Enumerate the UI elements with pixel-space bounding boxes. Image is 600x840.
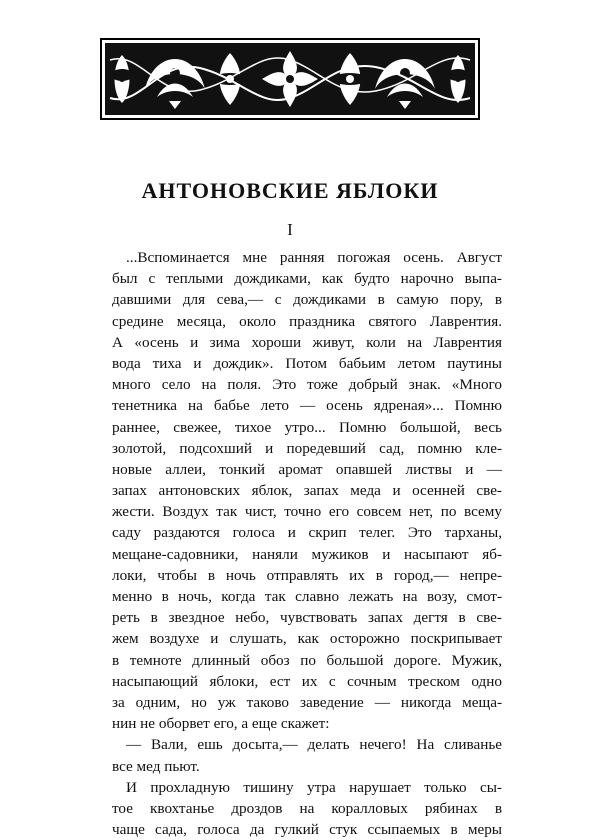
chapter-number: I bbox=[287, 220, 293, 239]
text-line: насыпающий яблоки, ест их с сочным треском одно bbox=[112, 672, 502, 690]
text-line: саду раздаются голоса и скрип телег. Это тарханы, bbox=[112, 524, 502, 542]
text-line: тое квохтанье дроздов на коралловых рябинах в bbox=[112, 799, 502, 817]
text-line: запах антоновских яблок, запах меда и осенней све- bbox=[112, 482, 502, 500]
text-line: ...Вспоминается мне ранняя погожая осень. Август bbox=[126, 249, 502, 266]
floral-ornament-icon bbox=[100, 38, 480, 120]
text-line: локи, чтобы в ночь отправлять их в город,— непре- bbox=[112, 566, 502, 584]
text-line: раннее, свежее, тихое утро... Помню большой, весь bbox=[112, 418, 502, 436]
text-line: жести. Воздух так чист, точно его совсем нет, по всему bbox=[112, 503, 502, 521]
text-line: И прохладную тишину утра нарушает только сы- bbox=[126, 778, 502, 796]
story-title: АНТОНОВСКИЕ ЯБЛОКИ bbox=[141, 178, 439, 203]
text-line: чаще сада, голоса да гулкий стук ссыпаемых в меры bbox=[112, 821, 502, 839]
text-line: мещане-садовники, наняли мужиков и насыпают яб- bbox=[112, 545, 502, 563]
text-line: золотой, подсохший и поредевший сад, помню кле- bbox=[112, 439, 502, 457]
text-line: нин не оборвет его, а еще скажет: bbox=[112, 715, 330, 733]
text-line: все мед пьют. bbox=[112, 757, 200, 775]
text-line: новые аллеи, тонкий аромат опавшей листвы и — bbox=[112, 460, 502, 478]
text-line: тенетника на бабье лето — осень ядреная»... Помню bbox=[112, 397, 502, 415]
text-line: за одним, но уж таково заведение — никогда меща- bbox=[112, 693, 502, 711]
text-line: вода тиха и дождик». Потом бабьим летом паутины bbox=[112, 354, 502, 372]
text-line: жем воздухе и слушать, как осторожно поскрипывает bbox=[112, 630, 502, 648]
text-line: был с теплыми дождиками, как будто нарочно выпа- bbox=[112, 270, 502, 288]
story-body bbox=[112, 247, 502, 840]
text-line: давшими для сева,— с дождиками в самую пору, в bbox=[112, 291, 502, 309]
text-line: менно в ночь, когда так славно лежать на возу, смот- bbox=[112, 588, 502, 605]
text-line: — Вали, ешь досыта,— делать нечего! На сливанье bbox=[126, 736, 502, 754]
text-line: реть в звездное небо, чувствовать запах дегтя в све- bbox=[112, 609, 502, 627]
text-line: много село на поля. Это тоже добрый знак. «Много bbox=[112, 376, 502, 394]
text-line: А «осень и зима хороши живут, коли на Лаврентия bbox=[112, 333, 502, 351]
text-line: в темноте длинный обоз по большой дороге. Мужик, bbox=[112, 651, 502, 669]
text-line: средине месяца, около праздника святого Лаврентия. bbox=[112, 312, 502, 330]
